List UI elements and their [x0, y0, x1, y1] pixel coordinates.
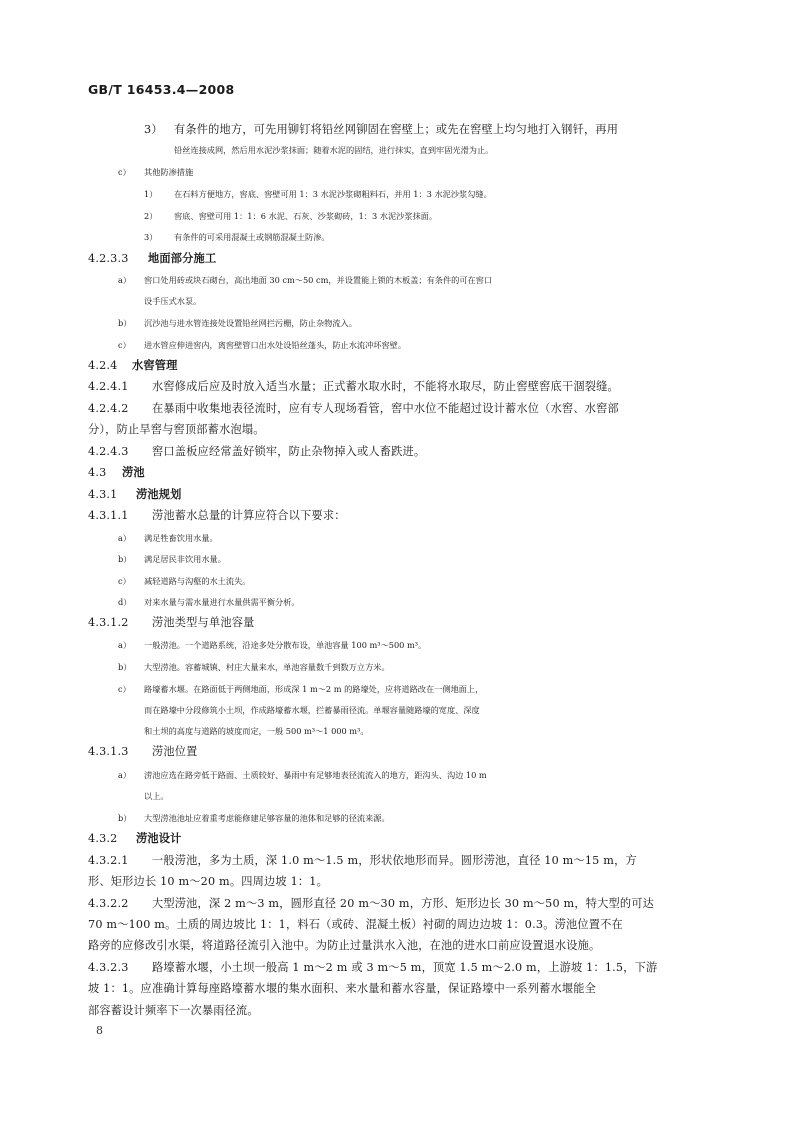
clause-text: 一般涝池，多为土质，深 1.0 m～1.5 m，形状依地形而异。圆形涝池，直径 10 m～15 m，方 — [152, 854, 637, 867]
list-text: 减轻道路与沟壑的水土流失。 — [144, 576, 251, 586]
list-marker: b） — [118, 554, 132, 564]
list-text: 其他防渗措施 — [144, 167, 194, 177]
clause — [88, 852, 712, 870]
clause-number: 4.3.2.2 — [88, 897, 129, 910]
clause-continuation: 路旁的应修改引水渠，将道路径流引入池中。为防止过量洪水入池，在池的进水口前应设置退水设施。 — [88, 939, 601, 952]
list-text: 进水管应伸进窖内，离窖壁管口出水处设铅丝蓬头，防止水流冲坏窖壁。 — [144, 340, 407, 350]
clause-number: 4.2.4.2 — [88, 402, 129, 415]
clause-text: 路壕蓄水堰，小土坝一般高 1 m～2 m 或 3 m～5 m，顶宽 1.5 m～2.0 m，上游坡 1：1.5，下游 — [152, 961, 658, 974]
list-marker: c） — [118, 340, 131, 350]
list-item — [144, 228, 768, 246]
list-text: 有条件的可采用混凝土或钢筋混凝土防渗。 — [174, 232, 330, 242]
clause-text: 大型涝池，深 2 m～3 m，圆形直径 20 m～30 m，方形、矩形边长 30 m～50 m，特大型的可达 — [152, 897, 655, 910]
clause-number: 4.3.1.3 — [88, 745, 129, 758]
clause-text: 涝池类型与单池容量 — [152, 616, 255, 629]
clause-number: 4.3.2.1 — [88, 854, 129, 867]
list-item — [118, 809, 742, 827]
list-item-continuation: 铅丝连接成网，然后用水泥沙浆抹面；随着水泥的固结，进行抹实，直到牢固光滑为止。 — [174, 145, 494, 155]
list-text: 有条件的地方，可先用铆钉将铅丝网铆固在窖壁上；或先在窖壁上均匀地打入钢钎，再用 — [174, 123, 619, 136]
section-title: 水窖管理 — [132, 359, 178, 372]
list-item — [118, 766, 742, 784]
list-marker: 3） — [144, 123, 163, 136]
list-item — [118, 314, 742, 332]
section-title: 涝池规划 — [136, 488, 182, 501]
clause-continuation: 部容蓄设计频率下一次暴雨径流。 — [88, 1004, 259, 1017]
clause — [88, 507, 712, 525]
list-marker: c） — [118, 684, 131, 694]
list-marker: 3） — [144, 232, 158, 242]
section-number: 4.2.3.3 — [88, 252, 129, 265]
list-text: 大型涝池。容蓄城镇、村庄大量来水，单池容量数千到数万立方米。 — [144, 662, 390, 672]
clause-number: 4.3.1.1 — [88, 509, 129, 522]
list-text: 对来水量与需水量进行水量供需平衡分析。 — [144, 597, 300, 607]
list-marker: b） — [118, 318, 132, 328]
clause — [88, 614, 712, 632]
section-heading — [88, 357, 712, 375]
list-text: 满足牲畜饮用水量。 — [144, 533, 218, 543]
clause — [88, 400, 712, 418]
list-marker: a） — [118, 275, 132, 285]
list-item — [144, 207, 768, 225]
clause — [88, 743, 712, 761]
standard-number-header: GB/T 16453.4—2008 — [88, 82, 235, 97]
list-item — [118, 636, 742, 654]
section-number: 4.3 — [88, 466, 107, 479]
clause — [88, 378, 712, 396]
section-heading — [88, 830, 712, 848]
list-marker: b） — [118, 662, 132, 672]
clause — [88, 895, 712, 913]
clause-continuation: 坡 1：1。应准确计算每座路壕蓄水堰的集水面积、来水量和蓄水容量，保证路壕中一系列蓄水堰能全 — [88, 982, 597, 995]
list-text: 沉沙池与进水管连接处设置铅丝网拦污栅，防止杂物流入。 — [144, 318, 357, 328]
list-item-continuation: 设手压式水泵。 — [144, 296, 202, 306]
list-marker: d） — [118, 597, 132, 607]
list-marker: 1） — [144, 189, 158, 199]
list-marker: b） — [118, 813, 132, 823]
list-item — [118, 572, 742, 590]
clause-text: 窖口盖板应经常盖好锁牢，防止杂物掉入或人畜跌进。 — [152, 445, 426, 458]
list-text: 涝池应选在路旁低于路面、土质较好、暴雨中有足够地表径流流入的地方，距沟头、沟边 10 m — [144, 770, 487, 780]
page-number: 8 — [96, 1024, 103, 1037]
section-title: 涝池设计 — [136, 832, 182, 845]
list-item — [144, 121, 712, 139]
clause-number: 4.3.2.3 — [88, 961, 129, 974]
list-text: 一般涝池。一个道路系统，沿途多处分散布设，单池容量 100 m³～500 m³。 — [144, 640, 427, 650]
section-heading — [88, 486, 712, 504]
list-item — [118, 271, 742, 289]
section-heading — [88, 250, 712, 268]
list-item — [118, 336, 742, 354]
clause-text: 在暴雨中收集地表径流时，应有专人现场看管，窖中水位不能超过设计蓄水位（水窖、水窖部 — [152, 402, 619, 415]
section-heading — [88, 464, 712, 482]
clause-text: 水窖修成后应及时放入适当水量；正式蓄水取水时，不能将水取尽，防止窖壁窖底干涸裂缝。 — [152, 380, 619, 393]
list-text: 窖底、窖壁可用 1：1：6 水泥、石灰、沙浆砌砖，1：3 水泥沙浆抹面。 — [174, 211, 438, 221]
clause-number: 4.2.4.1 — [88, 380, 129, 393]
list-text: 窖口处用砖或块石砌台，高出地面 30 cm～50 cm，并设置能上锁的木板盖；有条件的可在窖口 — [144, 275, 493, 285]
list-text: 路壕蓄水堰。在路面低于两侧地面，形成深 1 m～2 m 的路壕处，应将道路改在一侧地面上， — [144, 684, 484, 694]
section-number: 4.3.1 — [88, 488, 118, 501]
list-item — [118, 529, 742, 547]
list-marker: a） — [118, 533, 132, 543]
list-text: 在石料方便地方，窖底、窖壁可用 1：3 水泥沙浆砌粗料石，并用 1：3 水泥沙浆勾缝。 — [174, 189, 492, 199]
list-item — [118, 680, 742, 698]
clause — [88, 959, 712, 977]
list-item-continuation: 以上。 — [144, 791, 169, 801]
clause-text: 涝池蓄水总量的计算应符合以下要求： — [152, 509, 346, 522]
clause-continuation: 分），防止旱窖与窖顶部蓄水泡塌。 — [88, 423, 265, 436]
clause-number: 4.2.4.3 — [88, 445, 129, 458]
clause-continuation: 70 m～100 m。土质的周边坡比 1：1，料石（或砖、混凝土板）衬砌的周边边坡 1：0.3。涝池位置不在 — [88, 918, 623, 931]
list-marker: 2） — [144, 211, 158, 221]
list-marker: a） — [118, 770, 132, 780]
section-title: 涝池 — [122, 466, 145, 479]
section-number: 4.2.4 — [88, 359, 118, 372]
list-marker: c） — [118, 576, 131, 586]
clause — [88, 443, 712, 461]
clause-continuation: 形、矩形边长 10 m～20 m。四周边坡 1：1。 — [88, 875, 328, 888]
list-item — [144, 185, 768, 203]
clause-text: 涝池位置 — [152, 745, 198, 758]
list-text: 满足居民非饮用水量。 — [144, 554, 226, 564]
list-item — [118, 163, 742, 181]
section-title: 地面部分施工 — [148, 252, 217, 265]
clause-number: 4.3.1.2 — [88, 616, 129, 629]
list-item — [118, 593, 742, 611]
list-item-continuation: 而在路壕中分段修筑小土坝，作成路壕蓄水堰，拦蓄暴雨径流。单堰容量随路壕的宽度、深度 — [144, 705, 480, 715]
list-marker: a） — [118, 640, 132, 650]
list-item — [118, 658, 742, 676]
section-number: 4.3.2 — [88, 832, 118, 845]
list-item-continuation: 和土坝的高度与道路的坡度而定，一般 500 m³～1 000 m³。 — [144, 726, 369, 736]
list-item — [118, 550, 742, 568]
list-text: 大型涝池池址应着重考虑能修建足够容量的池体和足够的径流来源。 — [144, 813, 390, 823]
list-marker: c） — [118, 167, 131, 177]
